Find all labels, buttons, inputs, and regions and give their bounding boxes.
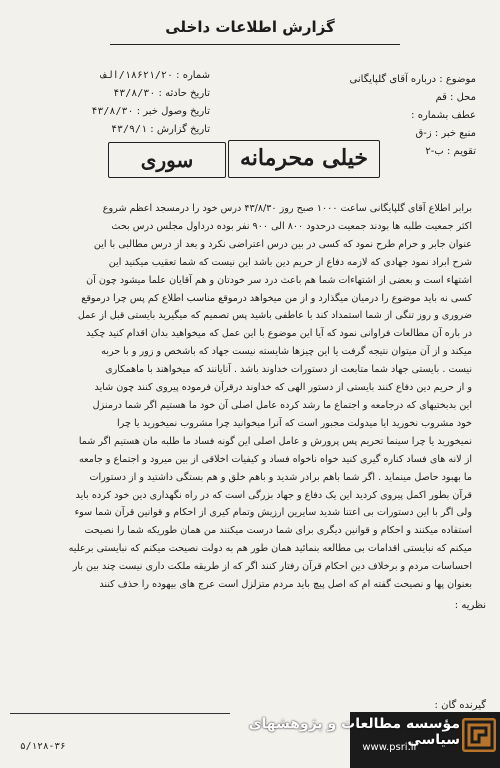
subject-field: موضوع : درباره آقای گلپایگانی xyxy=(349,74,476,85)
body-line: اکثر جمعیت طلبه ها بودند جمعیت درحدود ۸۰۰ الی ۹۰۰ نفر بوده درداول مجلس درس بحث xyxy=(111,220,472,232)
classified-stamp: سوری xyxy=(108,142,226,178)
incident-date-field: تاریخ حادثه : ۴۳/۸/۳۰ xyxy=(113,88,210,99)
body-line: بعنوان پها و نصیحت گفته ام که اصل پیچ باید مردم متزلزل است عرج های بیهوده را حذف کنند xyxy=(99,579,472,591)
body-line: نمیخورید یا چرا سینما تحریم پس پرورش و عامل اصلی این گونه فساد ما طلبه مان هستیم اگر شما xyxy=(78,435,472,447)
body-line: عنوان جابر و حرام طرح نمود که کسی در بین درس اعتراضی نکرد و بعد از درس مطالبی با این xyxy=(93,238,472,250)
body-line: در باره آن مطالعات فراوانی نمود که آیا این موضوع با این عمل که میخواهید بدان اقدام کنید چکید xyxy=(86,328,472,340)
body-line: اشتهاء است و بعضی از اشتهاءات شما هم باعث درد سر خودتان و هم آقایان علما میشود چون آن xyxy=(86,274,472,286)
report-title: گزارش اطلاعات داخلی xyxy=(165,18,335,36)
received-date-field: تاریخ وصول خبر : ۴۳/۸/۳۰ xyxy=(91,106,210,117)
body-line: نیست . بایستی جهاد شما متابعت از دستورات خداوند باشد . آنایانند که میخواهند با ماهمکاری xyxy=(105,364,472,376)
body-line: از لانه های فساد کناره گیری کنید خواه ناخواه فساد و کیفیات اخلاقی از بین میرود و اجتماع و جامعه xyxy=(79,453,472,465)
body-line: استفاده میکنند و احکام و قوانین دیگری برای شما درست میکنند من همان طوریکه شما را نصیحت xyxy=(84,525,472,537)
source-field: منبع خبر : ز-ق xyxy=(415,128,476,139)
body-line: برابر اطلاع آقای گلپایگانی ساعت ۱۰۰۰ صبح روز ۴۳/۸/۳۰ درس خود را درمسجد اعظم شروع xyxy=(102,203,472,214)
top-secret-stamp: خیلی محرمانه xyxy=(228,140,380,178)
body-line: خود مشروب نخورید ایا میدولت مجبور است که آنرا میخوانید چرا مشروب نمیخورید یا چرا xyxy=(117,417,472,429)
report-body xyxy=(24,200,472,594)
institute-emblem-icon xyxy=(462,718,496,752)
rating-field: تقویم : ب-۲ xyxy=(425,146,476,157)
document-code: ۵/۱۲۸-۳۶ xyxy=(20,741,66,752)
place-field: محل : قم xyxy=(435,92,476,103)
body-line: قرآن بطور اکمل پیروی کردید این یک دفاع و جهاد بزرگی است که در راه نگهداری دین خود کرده باید xyxy=(75,489,472,501)
institute-name: مؤسسه مطالعات و پژوهشهای سیاسی xyxy=(248,716,460,748)
body-line: احساسات مردم و برخلاف دین احکام قرآن رفتار کنند اگر که از طریقه ملکت داری نیست چند بین بار xyxy=(72,561,472,573)
body-line: این بدبختیهای که درجامعه و اجتماع ما رشد کرده عامل اصلی آن خود ما هستیم اگر شما درمنزل xyxy=(92,399,472,411)
body-line: و از حریم دین دفاع کنند بایستی از دستور الهی که خداوند درقرآن فرموده پیروی کنند چون شاید xyxy=(94,382,472,394)
number-field: شماره : ۱۸۶۲۱/۲۰/الف xyxy=(100,70,210,81)
body-line: ما بهبود حاصل مینماید . اگر شما باهم برادر شدید و باهم خلق و هم بستگی داشتید و از دستورات xyxy=(89,471,472,483)
reference-field: عطف بشماره : xyxy=(411,110,476,121)
footer-divider xyxy=(10,713,230,714)
institute-url[interactable]: www.psri.ir xyxy=(362,742,418,753)
body-line: ضروری و روز تنگی از شما استمداد کند با عاطفی باشید پس تصمیم که میگیرید بایستی قبل از عمل xyxy=(77,310,472,322)
body-line: کسی نه باید موضوع را درمیان میگذارد و از من میخواهد درموقع مناسب اطلاع کم پس چرا درموقع xyxy=(81,292,472,304)
body-line: شرح ابراد نمود جهادی که لازمه دفاع از حریم دین باشد این نیست که شما تعقیب میکنید این xyxy=(108,256,472,268)
title-underline xyxy=(110,44,400,45)
report-date-field: تاریخ گزارش : ۴۳/۹/۱ xyxy=(110,124,210,135)
recipients-label: گیرنده گان : xyxy=(434,700,486,711)
body-line: میکنم که نبایستی اقدامات بی مطالعه بنمائید همان طور هم به دولت نصیحت میکنم که نبایستی برعلیه xyxy=(68,543,472,555)
body-line: میکند و از آن میتوان نتیجه گرفت یا این چیزها شایسته نیست جهاد که باشخص و زور و با حربه xyxy=(101,346,472,358)
opinion-label: نظریه : xyxy=(454,600,486,611)
body-line: ولی اگر با این دستورات بی اعتنا شدید سایرین ارزیش وتمام کیری از احکام و قوانین قرآن شما سوء xyxy=(74,507,472,519)
